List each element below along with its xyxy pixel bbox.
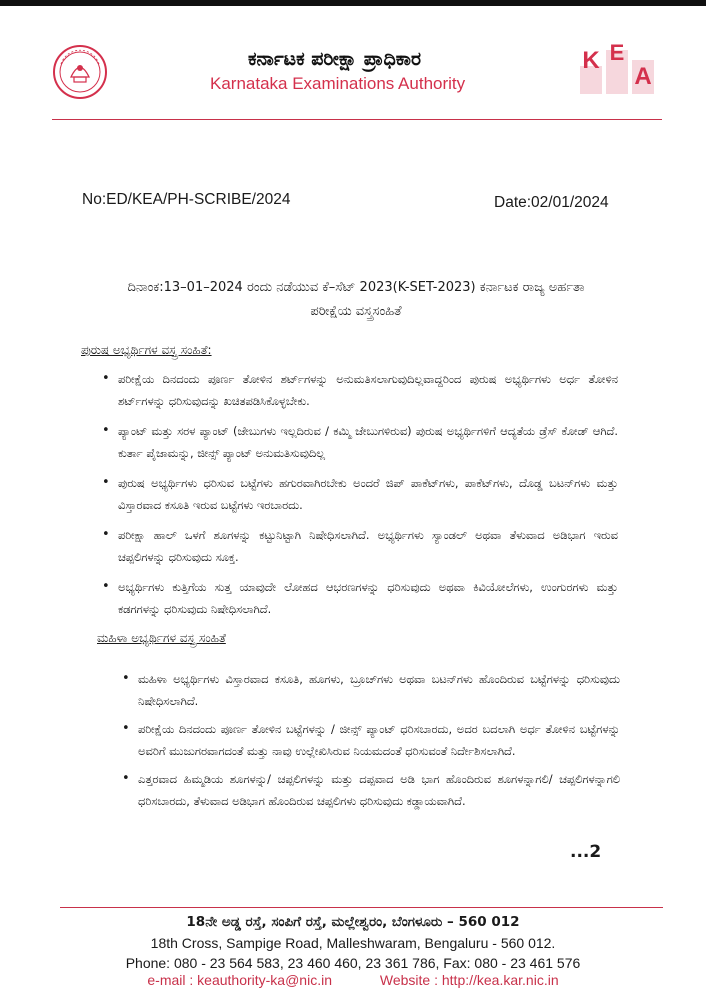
footer-contact <box>0 972 706 988</box>
list-item: • ಪರೀಕ್ಷಾ ಹಾಲ್ ಒಳಗೆ ಶೂಗಳನ್ನು ಕಟ್ಟುನಿಟ್ಟಾಗಿ ನಿಷೇಧಿಸಲಾಗಿದೆ. ಅಭ್ಯರ್ಥಿಗಳು ಸ್ಯಾಂಡಲ್ ಅಥವಾ ತೆಳುವಾದ ಅಡಿಭಾಗ ಇರುವ ಚಪ್ಪಲಿಗಳನ್ನು ಧರಿಸುವುದು ಸೂಕ್ತ. <box>97 524 618 568</box>
female-section-heading: ಮಹಿಳಾ ಅಭ್ಯರ್ಥಿಗಳ ವಸ್ತ್ರ ಸಂಹಿತೆ <box>97 631 226 645</box>
list-item: • ಅಭ್ಯರ್ಥಿಗಳು ಕುತ್ತಿಗೆಯ ಸುತ್ತ ಯಾವುದೇ ಲೋಹದ ಆಭರಣಗಳನ್ನು ಧರಿಸುವುದು ಅಥವಾ ಕಿವಿಯೋಲೆಗಳು, ಉಂಗುರಗಳು ಮತ್ತು ಕಡಗಗಳನ್ನು ಧರಿಸುವುದು ನಿಷೇಧಿಸಲಾಗಿದೆ. <box>97 576 618 620</box>
male-section-heading: ಪುರುಷ ಅಭ್ಯರ್ಥಿಗಳ ವಸ್ತ್ರ ಸಂಹಿತೆ: <box>81 343 212 357</box>
reference-number: No:ED/KEA/PH-SCRIBE/2024 <box>82 191 291 208</box>
footer-website[interactable]: Website : http://kea.kar.nic.in <box>379 972 559 988</box>
footer-phone-fax: Phone: 080 - 23 564 583, 23 460 460, 23 361 786, Fax: 080 - 23 461 576 <box>125 955 581 971</box>
list-item: • ಪರೀಕ್ಷೆಯ ದಿನದಂದು ಪೂರ್ಣ ತೋಳಿನ ಶರ್ಟ್‌ಗಳನ್ನು ಅನುಮತಿಸಲಾಗುವುದಿಲ್ಲವಾದ್ದರಿಂದ ಪುರುಷ ಅಭ್ಯರ್ಥಿಗಳು ಅರ್ಧ ತೋಳಿನ ಶರ್ಟ್‌ಗಳನ್ನು ಧರಿಸುವುದನ್ನು ಖಚಿತಪಡಿಸಿಕೊಳ್ಳಬೇಕು. <box>97 368 618 412</box>
org-name-english: Karnataka Examinations Authority <box>210 74 466 93</box>
svg-text:E: E <box>609 44 625 65</box>
footer-address-english: 18th Cross, Sampige Road, Malleshwaram, Bengaluru - 560 012. <box>150 935 556 951</box>
list-item: • ಪರೀಕ್ಷೆಯ ದಿನದಂದು ಪೂರ್ಣ ತೋಳಿನ ಬಟ್ಟೆಗಳನ್ನು / ಜೀನ್ಸ್ ಪ್ಯಾಂಟ್ ಧರಿಸಬಾರದು, ಅದರ ಬದಲಾಗಿ ಅರ್ಧ ತೋಳಿನ ಬಟ್ಟೆಗಳನ್ನು ಅವರಿಗೆ ಮುಜುಗರವಾಗದಂತೆ ಮತ್ತು ನಾವು ಉಲ್ಲೇಖಿಸಿರುವ ನಿಯಮದಂತೆ ಧರಿಸುವಂತೆ ನಿರ್ದೇಶಿಸಲಾಗಿದೆ. <box>117 718 620 762</box>
subject <box>86 276 626 324</box>
org-name-kannada: ಕರ್ನಾಟಕ ಪರೀಕ್ಷಾ ಪ್ರಾಧಿಕಾರ <box>248 48 422 70</box>
svg-text:A: A <box>634 63 652 90</box>
footer-address-kannada: 18ನೇ ಅಡ್ಡ ರಸ್ತೆ, ಸಂಪಿಗೆ ರಸ್ತೆ, ಮಲ್ಲೇಶ್ವರಂ, ಬೆಂಗಳೂರು – 560 012 <box>186 914 520 930</box>
header-divider <box>52 119 662 120</box>
male-dress-code-list <box>97 368 618 628</box>
footer-email[interactable]: e-mail : keauthority-ka@nic.in <box>147 972 332 988</box>
female-dress-code-list <box>117 668 620 818</box>
subject-line-1: ದಿನಾಂಕ:13–01–2024 ರಂದು ನಡೆಯುವ ಕೆ–ಸೆಟ್ 2023(K-SET-2023) ಕರ್ನಾಟಕ ರಾಜ್ಯ ಅರ್ಹತಾ <box>127 280 585 295</box>
top-dark-border <box>0 0 706 6</box>
svg-text:K: K <box>582 47 600 74</box>
footer-divider <box>60 907 663 908</box>
document-date: Date:02/01/2024 <box>494 194 609 211</box>
page-continuation-marker: ...2 <box>570 842 602 862</box>
karnataka-emblem-seal <box>49 44 111 100</box>
list-item: • ಎತ್ತರವಾದ ಹಿಮ್ಮಡಿಯ ಶೂಗಳನ್ನು/ ಚಪ್ಪಲಿಗಳನ್ನು ಮತ್ತು ದಪ್ಪವಾದ ಅಡಿ ಭಾಗ ಹೊಂದಿರುವ ಶೂಗಳನ್ನಾಗಲಿ/ ಚಪ್ಪಲಿಗಳನ್ನಾಗಲಿ ಧರಿಸಬಾರದು, ತೆಳುವಾದ ಅಡಿಭಾಗ ಹೊಂದಿರುವ ಚಪ್ಪಲಿಗಳು ಧರಿಸುವುದು ಕಡ್ಡಾಯವಾಗಿದೆ. <box>117 768 620 812</box>
list-item: • ಪ್ಯಾಂಟ್ ಮತ್ತು ಸರಳ ಪ್ಯಾಂಟ್ (ಜೇಬುಗಳು ಇಲ್ಲದಿರುವ / ಕಮ್ಮಿ ಜೇಬುಗಳಿರುವ) ಪುರುಷ ಅಭ್ಯರ್ಥಿಗಳಿಗೆ ಆದ್ಯತೆಯ ಡ್ರೆಸ್ ಕೋಡ್ ಆಗಿದೆ. ಕುರ್ತಾ ಪೈಜಾಮನ್ನು, ಜೀನ್ಸ್ ಪ್ಯಾಂಟ್ ಅನುಮತಿಸುವುದಿಲ್ಲ <box>97 420 618 464</box>
list-item: • ಪುರುಷ ಅಭ್ಯರ್ಥಿಗಳು ಧರಿಸುವ ಬಟ್ಟೆಗಳು ಹಗುರವಾಗಿರಬೇಕು ಅಂದರೆ ಜಿಪ್ ಪಾಕೆಟ್‌ಗಳು, ಪಾಕೆಟ್‌ಗಳು, ದೊಡ್ಡ ಬಟನ್‌ಗಳು ಮತ್ತು ವಿಸ್ತಾರವಾದ ಕಸೂತಿ ಇರುವ ಬಟ್ಟೆಗಳು ಇರಬಾರದು. <box>97 472 618 516</box>
subject-line-2: ಪರೀಕ್ಷೆಯ ವಸ್ತ್ರಸಂಹಿತೆ <box>310 304 402 319</box>
list-item: • ಮಹಿಳಾ ಅಭ್ಯರ್ಥಿಗಳು ವಿಸ್ತಾರವಾದ ಕಸೂತಿ, ಹೂಗಳು, ಬ್ರೂಚ್‌ಗಳು ಅಥವಾ ಬಟನ್‌ಗಳು ಹೊಂದಿರುವ ಬಟ್ಟೆಗಳನ್ನು ಧರಿಸುವುದು ನಿಷೇಧಿಸಲಾಗಿದೆ. <box>117 668 620 712</box>
kea-logo <box>578 44 658 96</box>
